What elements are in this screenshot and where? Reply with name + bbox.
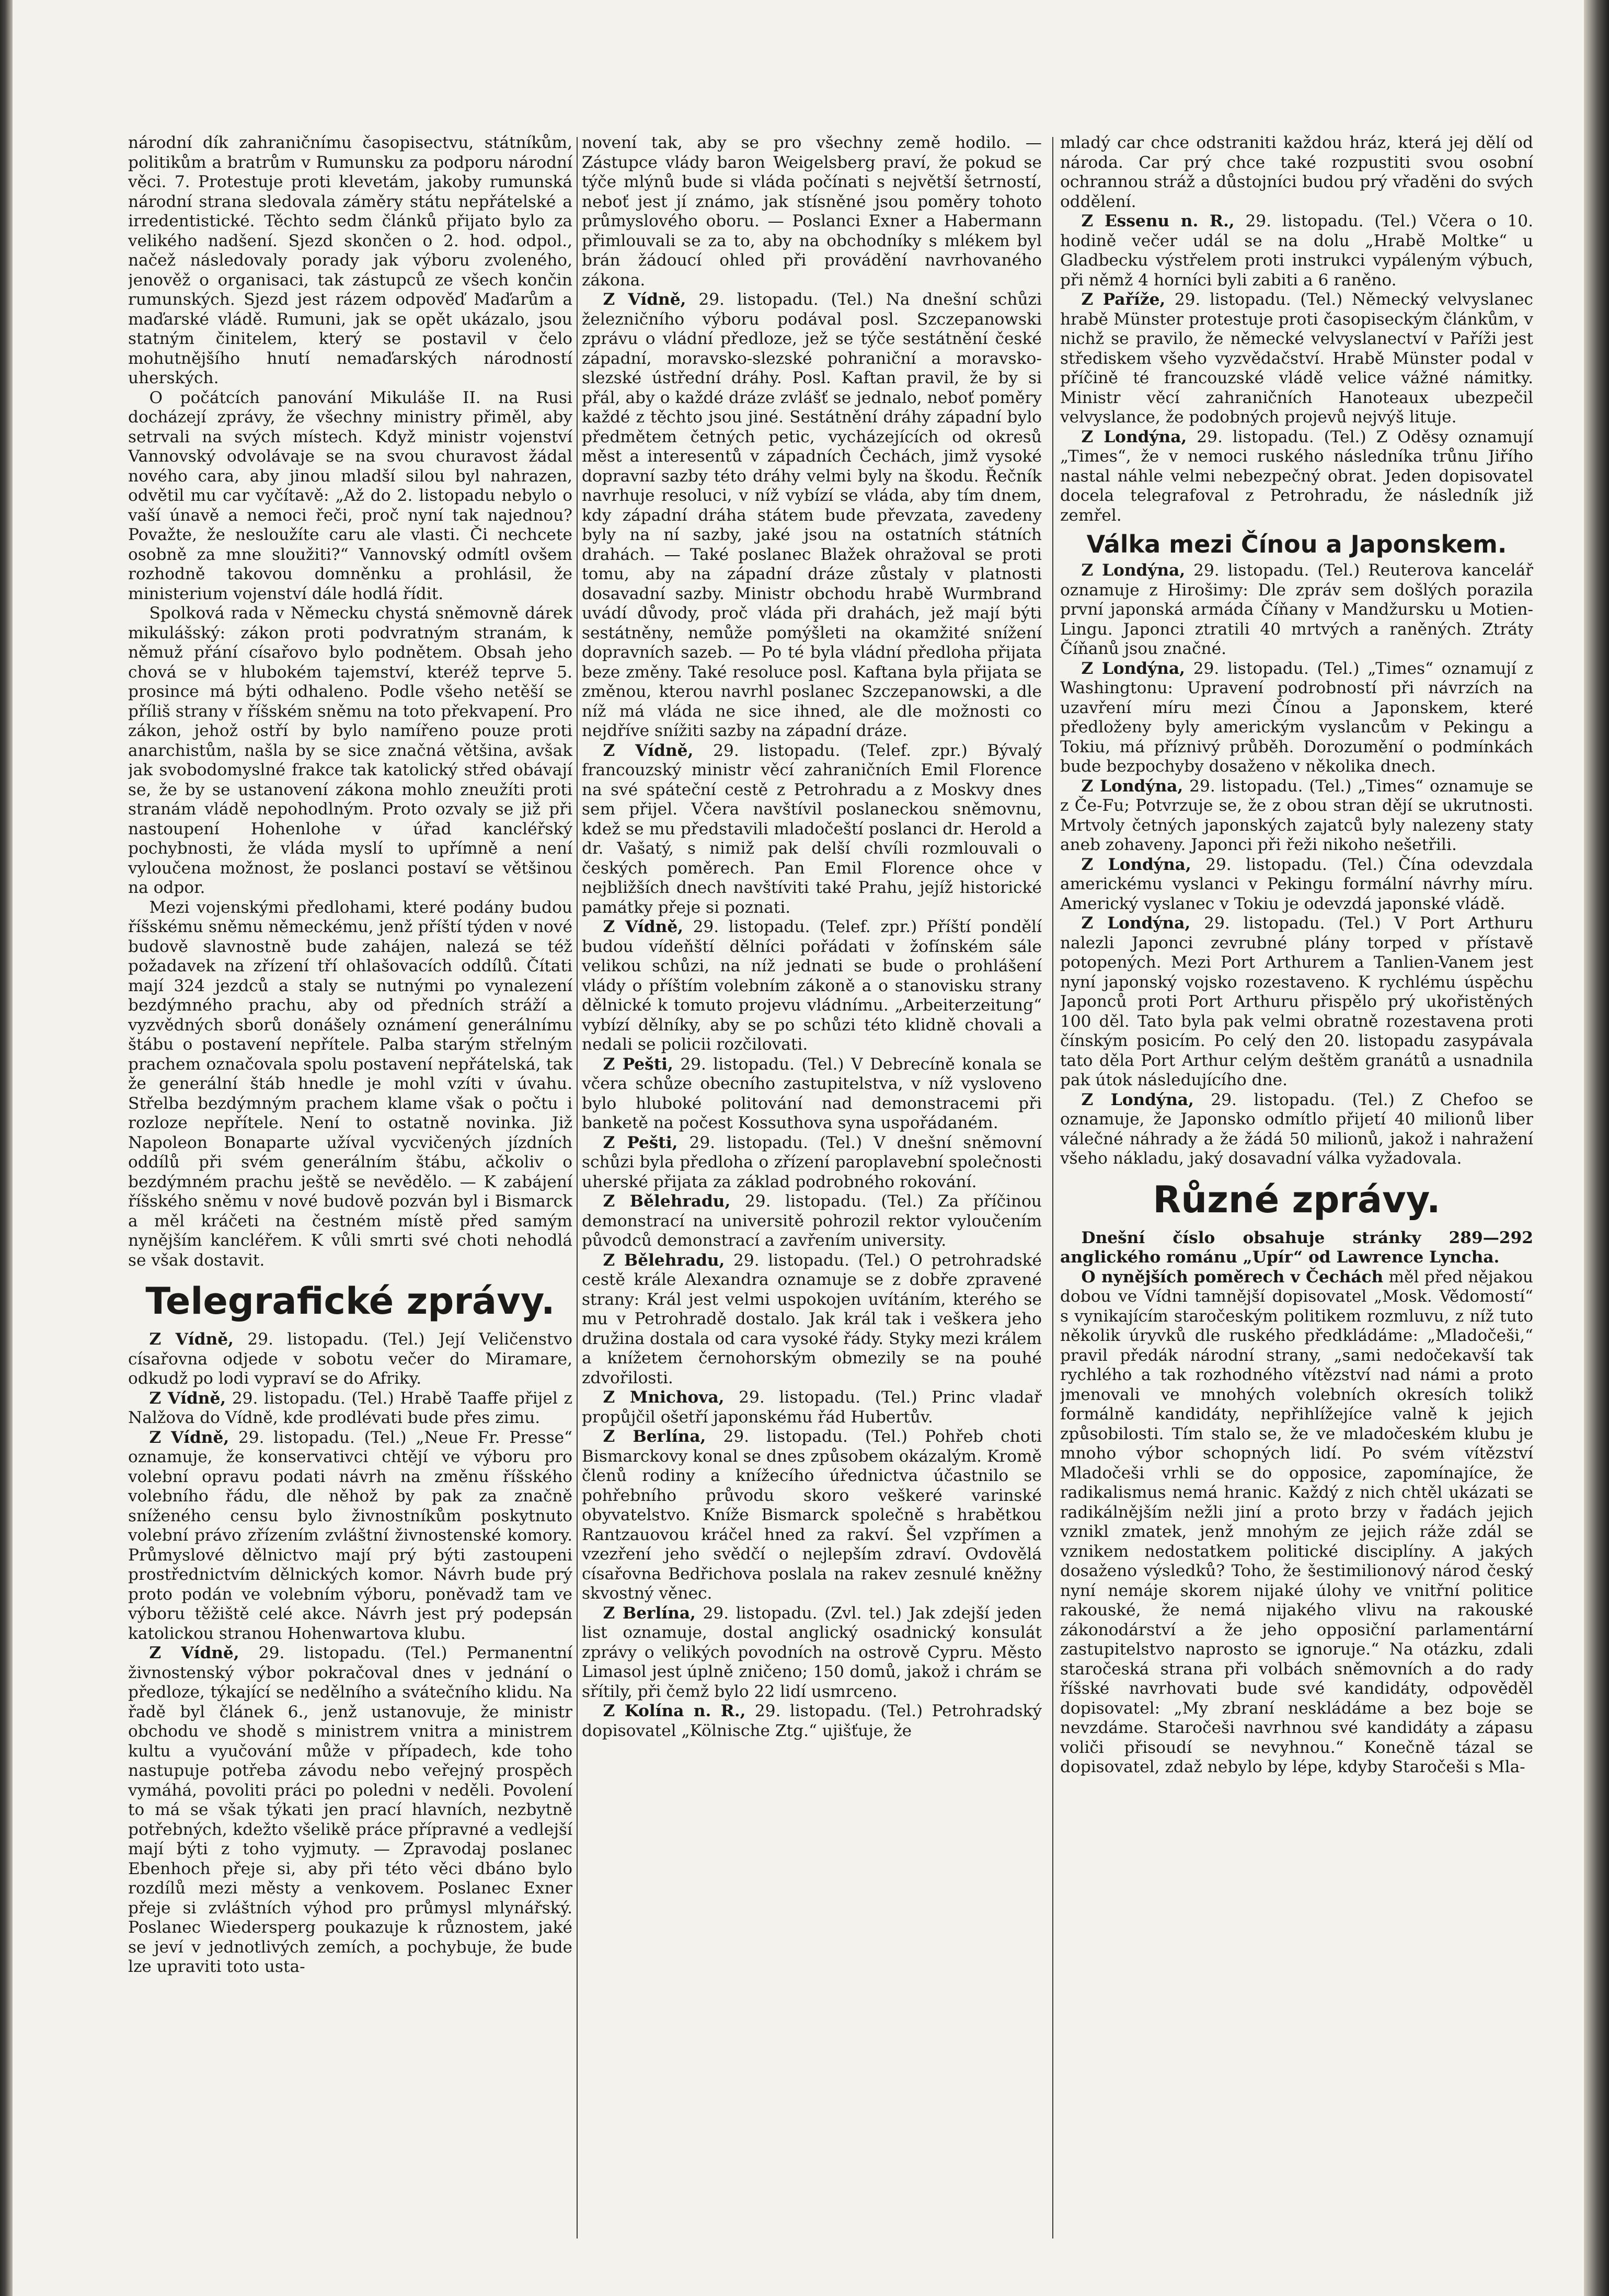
article-paragraph: Spolková rada v Německu chystá sněmovně dárek mikulášský: zákon proti podvratným stranám, k němuž přání císařovo bylo podnětem. Obsah jeho chová se v hlubokém tajemství, kteréž teprve 5. prosince má býti odhaleno. Podle všeho netěší se příliš strany v říšském sněmu na toto překvapení. Pro zákon, jehož ostří by bylo namířeno pouze proti anarchistům, našla by se sice značná většina, avšak jak svobodomyslné frakce tak katolický střed obávají se, že by se ustanovení zákona mohlo zneužíti proti stranám vládě nepohodlným. Proto ozvaly se již při nastoupení Hohenlohe v úřad kancléřský pochybnosti, že vláda myslí to upřímně a není vyloučena možnost, že poslanci postaví se většinou na odpor.: [128, 604, 572, 897]
telegram-text: 29. listopadu. (Tel.) „Times“ oznamují z Washingtonu: Upravení podrobností při návrzích na uzavření míru mezi Čínou a Japonskem, které předloženy byly americkým vyslancům v Pekingu a Tokiu, má příznivý průběh. Dorozumění o podmínkách bude bezpochyby dosaženo v několika dnech.: [1060, 659, 1533, 776]
dateline: Z Bělehradu,: [603, 1250, 725, 1270]
dateline: Z Bělehradu,: [603, 1192, 731, 1211]
telegram: [128, 1644, 572, 1977]
telegram: [582, 1427, 1042, 1604]
dateline: Z Vídně,: [149, 1644, 239, 1662]
telegram-text: 29. listopadu. (Tel.) Na dnešní schůzi železničního výboru podával posl. Szczepanowski zprávu o vládní předloze, jež se týče sestátnění české západní, moravsko-slezské pohraniční a moravsko-slezské ústřední dráhy. Posl. Kaftan pravil, že by si přál, aby o každé dráze zvlášť se jednalo, neboť poměry každé z těchto jsou jiné. Sestátnění dráhy západní bylo předmětem četných petic, vycházejících od okresů měst a interesentů v západních Čechách, jimž vysoké dopravní sazby této dráhy velmi byly na škodu. Řečník navrhuje resoluci, v níž vybízí se vláda, aby tím dnem, kdy západní dráha státem bude převzata, zavedeny byly na ní sazby, jaké jsou na ostatních státních drahách. — Také poslanec Blažek ohražoval se proti tomu, aby na západní dráze zůstaly v platnosti dosavadní sazby. Ministr obchodu hrabě Wurmbrand uvádí důvody, proč vláda při drahách, jež mají býti sestátněny, nemůže pomýšleti na okamžité snížení dopravních sazeb. — Po té byla vládní předloha přijata beze změny. Také resoluce posl. Kaftana byla přijata se změnou, kterou navrhl poslanec Szczepanowski, a dle níž má vláda ne sice ihned, ale dle možnosti co nejdříve snížiti sazby na západní dráze.: [582, 290, 1042, 740]
dateline: Z Vídně,: [603, 917, 684, 936]
telegram-text: 29. listopadu. (Zvl. tel.) Jak zdejší jeden list oznamuje, dostal anglický osadnický konsulát zprávy o velikých povodních na ostrově Cypru. Město Limasol jest úplně zničeno; 150 domů, jakož i chrám se sřítily, při čemž bylo 22 lidí usmrceno.: [582, 1603, 1042, 1701]
telegram-text: 29. listopadu. (Tel.) Čína odevzdala americkému vyslanci v Pekingu formální návrhy míru. Americký vyslanec v Tokiu je odevzdá japonské vládě.: [1060, 855, 1533, 913]
telegram-text: 29. listopadu. (Tel.) Za příčinou demonstrací na universitě pohrozil rektor vyloučením původců demonstrací a zavřením university.: [582, 1192, 1042, 1250]
scan-edge-left: [0, 0, 13, 2296]
telegram: [582, 1604, 1042, 1702]
telegram-text: 29. listopadu. (Tel.) Reuterova kancelář oznamuje z Hirošimy: Dle zpráv sem došlých porazila první japonská armáda Číňany v Mandžursku u Motien-Lingu. Japonci ztratili 40 mrtvých a raněných. Ztráty Číňanů jsou značné.: [1060, 561, 1533, 658]
dateline: Z Kolína n. R.,: [603, 1702, 746, 1720]
telegram-text: 29. listopadu. (Tel.) O petrohradské cestě krále Alexandra oznamuje se z dobře zpravené strany: Král jest velmi uspokojen uvítáním, kterého se mu v Petrohradě dostalo. Jak král tak i veškera jeho družina dostala od cara vysoké řády. Styky mezi králem a knížetem černohorským obmezily se na pouhé zdvořilosti.: [582, 1250, 1042, 1387]
telegram-text: 29. listopadu. (Tel.) „Times“ oznamuje se z Če-Fu; Potvrzuje se, že z obou stran dějí se ukrutnosti. Mrtvoly četných japonských zajatců byly nalezeny staty aneb zohaveny. Japonci při řeži nikoho nešetřili.: [1060, 776, 1533, 854]
telegram-text: 29. listopadu. (Telef. zpr.) Příští pondělí budou vídeňští dělníci pořádati v žofínském sále velikou schůzi, na níž jednati se bude o prohlášení vlády o příštím volebním zákoně a o stanovisku strany dělnické k tomuto projevu vládnímu. „Arbeiterzeitung“ vybízí dělníky, aby se po schůzi této klidně chovali a nedali se policii rozčilovati.: [582, 917, 1042, 1054]
telegram: [582, 1388, 1042, 1427]
telegram: [128, 1330, 572, 1389]
telegram: [1060, 659, 1533, 777]
column-rule: [577, 137, 578, 2238]
telegram: [582, 1055, 1042, 1133]
telegram-text: 29. listopadu. (Telef. zpr.) Bývalý francouzský ministr věcí zahraničních Emil Florence na své spáteční cestě z Petrohradu a z Moskvy dnes sem přijel. Včera navštívil poslaneckou sněmovnu, kdež se mu představili mladočeští poslanci dr. Herold a dr. Vašatý, s nimiž pak delší chvíli rozmlouvali o českých poměrech. Pan Emil Florence ohce v nejbližších dnech navštíviti také Prahu, jejíž historické památky přeje si poznati.: [582, 741, 1042, 917]
article: [1060, 1268, 1533, 1777]
article-paragraph: O počátcích panování Mikuláše II. na Rusi docházejí zprávy, že všechny ministry přiměl, aby setrvali na svých místech. Když ministr vojenství Vannovský odvolávaje se na svou churavost žádal nového cara, aby jinou mladší silou byl nahrazen, odvětil mu car vyčítavě: „Až do 2. listopadu nebylo o vaší únavě a nemoci řeči, proč nyní tak najednou? Považte, že nesloužíte caru ale vlasti. Či nechcete osobně za mne sloužiti?“ Vannovský odmítl ovšem rozhodně takovou domněnku a prohlásil, že ministerium vojenství dále hodlá řídit.: [128, 388, 572, 603]
article-paragraph: mladý car chce odstraniti každou hráz, která jej dělí od národa. Car prý chce také rozpustiti svou osobní ochrannou stráž a důstojníci budou prý vřaděni do svých oddělení.: [1060, 133, 1533, 211]
telegram: [1060, 777, 1533, 855]
dateline: Z Pešti,: [603, 1133, 678, 1152]
dateline: Z Londýna,: [1081, 659, 1186, 678]
dateline: Z Vídně,: [149, 1330, 234, 1349]
telegram-text: 29. listopadu. (Tel.) V Port Arthuru nalezli Japonci zevrubné plány torped v přístavě potopených. Mezi Port Arthurem a Tanlien-Vanem jest nyní japonský vojsko rozestaveno. K rychlému úspěchu Japonců proti Port Arthuru přispělo prý ukořistěných 100 děl. Tato byla pak velmi obratně rozestavena proti čínským posicím. Po celý den 20. listopadu zasypávala tato děla Port Arthur celým deštěm granátů a usnadnila pak útok následujícího dne.: [1060, 914, 1533, 1089]
telegram-text: 29. listopadu. (Tel.) Z Chefoo se oznamuje, že Japonsko odmítlo přijetí 40 milionů liber válečné náhrady a že žádá 50 milionů, jakož i nahražení všeho nákladu, jaký dosavadní válka vyžadovala.: [1060, 1090, 1533, 1168]
column-1: [128, 133, 572, 2244]
telegram: [1060, 855, 1533, 914]
telegram: [1060, 290, 1533, 428]
scan-edge-right: [1584, 0, 1609, 2296]
telegram: [1060, 428, 1533, 526]
dateline: Z Vídně,: [603, 290, 686, 309]
telegram-text: 29. listopadu. (Tel.) „Neue Fr. Presse“ oznamuje, že konservativci chtějí ve výboru pro volební opravu podati návrh na změnu říšského volebního řádu, dle něhož by pak za značně sníženého censu bylo živnostníkům poskytnuto volební právo zřízením zvláštní živnostenské komory. Průmyslové dělnictvo mají prý býti zastoupeni prostřednictvím dělnických komor. Návrh bude prý proto podán ve volebním výboru, poněvadž tam ve výboru těžiště celé akce. Návrh jest prý podepsán katolickou stranou Hohenwartova klubu.: [128, 1428, 572, 1643]
telegram: [582, 1192, 1042, 1251]
article-paragraph: Mezi vojenskými předlohami, které podány budou říšskému sněmu německému, jenž příští týden v nové budově slavnostně bude zahájen, nalezá se též požadavek na zřízení tří ohlašovacích oddílů. Čítati mají 324 jezdců a staly se nutnými po vynalezení bezdýmného prachu, aby od předních stráží a vyzvědných sborů donášely oznámení generálnímu štábu o postavení nepřítele. Palba starým střelným prachem označovala spolu postavení nepřátelská, tak že generální štáb hnedle je mohl vzíti v úvahu. Střelba bezdýmným prachem klame však o počtu i rozloze nepřítele. Není to ostatně novinka. Již Napoleon Bonaparte užíval vycvičených jízdních oddílů při svém generálním štábu, ačkoliv o bezdýmném prachu ještě se nevědělo. — K zabájení říšského sněmu v nové budově pozván byl i Bismarck a měl kráčeti na čestném místě před samým nynějším kancléřem. K vůli smrti své choti nehodlá se však dostavit.: [128, 898, 572, 1270]
telegram: [1060, 561, 1533, 659]
article-paragraph: národní dík zahraničnímu časopisectvu, státníkům, politikům a bratrům v Rumunsku za podporu národní věci. 7. Protestuje proti klevetám, jakoby rumunská národní strana sledovala záměry státu nepřátelské a irredentistické. Těchto sedm článků přijato bylo za velikého nadšení. Sjezd skončen o 2. hod. odpol., načež následovaly porady jak výboru zvoleného, jenověž o organisaci, tak zástupců ze všech končin rumunských. Sjezd jest rázem odpověď Maďarům a maďarské vládě. Rumuni, jak se opět ukázalo, jsou statným činitelem, který se postavil v čelo mohutnějšího hnutí nemaďarských národností uherských.: [128, 133, 572, 387]
dateline: Z Londýna,: [1081, 855, 1191, 874]
dateline: Z Vídně,: [149, 1428, 229, 1447]
article-paragraph: novení tak, aby se pro všechny země hodilo. — Zástupce vlády baron Weigelsberg praví, že pokud se týče mlýnů bude si vláda počínati s největší šetrností, neboť jest jí známo, jak stísněné jsou poměry tohoto průmyslového oboru. — Poslanci Exner a Habermann přimlouvali se za to, aby na obchodníky s mlékem byl brán žádoucí ohled při provádění navrhovaného zákona.: [582, 133, 1042, 290]
column-rule: [1052, 137, 1053, 2238]
section-heading: Válka mezi Čínou a Japonskem.: [1086, 530, 1507, 558]
telegram: [582, 1702, 1042, 1741]
column-2: [582, 133, 1042, 2244]
telegram: [1060, 914, 1533, 1090]
dateline: Z Pešti,: [603, 1054, 673, 1074]
telegram: [582, 1251, 1042, 1388]
telegram-text: 29. listopadu. (Tel.) Permanentní živnostenský výbor pokračoval dnes v jednání o předloze, týkající se nedělního a svátečního klidu. Na řadě byl článek 6., jenž ustanovuje, že ministr obchodu ve shodě s ministrem vnitra a ministrem kultu a vyučování může v případech, kde toho nastupuje potřeba závodu nebo veřejný prospěch vymáhá, povoliti práci po poledni v neděli. Povolení to má se však týkati jen prací hlavních, nezbytně potřebných, kdežto všelikě práce přípravné a vedlejší mají býti z toho vyjmuty. — Zpravodaj poslanec Ebenhoch přeje si, aby při této věci dbáno bylo rozdílů mezi městy a venkovem. Poslanec Exner přeje si zvláštních výhod pro průmysl mlynářský. Poslanec Wiedersperg poukazuje k různostem, jaké se jeví v jednotlivých zemích, a pochybuje, že bude lze upraviti toto usta-: [128, 1644, 572, 1976]
dateline: Z Vídně,: [149, 1388, 226, 1408]
section-heading: Různé zprávy.: [1153, 1178, 1441, 1221]
dateline: Z Berlína,: [603, 1427, 706, 1446]
dateline: Z Berlína,: [603, 1603, 696, 1623]
notice: Dnešní číslo obsahuje stránky 289—292 anglického románu „Upír“ od Lawrence Lyncha.: [1060, 1228, 1533, 1267]
dateline: Z Vídně,: [603, 741, 694, 760]
telegram-text: 29. listopadu. (Tel.) Hrabě Taaffe přijel z Nalžova do Vídně, kde prodlévati bude přes zimu.: [128, 1388, 572, 1427]
telegram: [582, 741, 1042, 918]
telegram: [1060, 1090, 1533, 1169]
telegram: [128, 1428, 572, 1644]
article-text: měl před nějakou dobou ve Vídni tamnější dopisovatel „Mosk. Vědomostí“ s vynikajícím staročeským politikem rozmluvu, z níž tuto několik úryvků dle ruského předkládáme: „Mladočeši,“ pravil předák národní strany, „sami nedočekavší tak rychlého a tak rozhodného vítězství nad námi a proto jmenovali ve mnohých volebních okresích tolikž formálně kandidáty, nepřihlížejíce valně k jejich způsobilosti. Tím stalo se, že ve mladočeském klubu je mnoho výbor schopných lidí. Po svém vítězství Mladočeši vrhli se do opposice, zapomínajíce, že radikalismus nemá hranic. Každý z nich chtěl ukázati se radikálnějším nežli jiní a proto brzy v řadách jejich vznikl zmatek, jenž mnohým ze jejich ráže zdál se vznikem nedostatkem politické disciplíny. A jakých dosaženo výsledků? Toho, že šestimilionový národ český nyní nemáje skorem nijaké úlohy ve vnitřní politice rakouské, že nemá nijakého vlivu na rakouské zákonodárství a že jeho opposiční parlamentární zastupitelstvo naprosto se ignoruje.“ Na otázku, zdali staročeská strana při volbách sněmovních a do rady říšské navrhovati bude své kandidáty, odpověděl dopisovatel: „My zbraní neskládáme a bez boje se nevzdáme. Staročeši navrhnou své kandidáty a zápasu voliči přisoudí se nevyhnou.“ Konečně tázal se dopisovatel, zdaž nebylo by lépe, kdyby Staročeši s Mla-: [1060, 1267, 1533, 1776]
telegram-text: 29. listopadu. (Tel.) Pohřeb choti Bismarckovy konal se dnes způsobem okázalým. Kromě členů rodiny a knížecího úřednictva účastnilo se pohřebního průvodu skoro veškeré varinské obyvatelstvo. Kníže Bismarck společně s hrabětkou Rantzauovou kráčel hned za rakví. Šel vzpřímen a vzezření jeho svědčí o nejlepším zdraví. Ovdovělá císařovna Bedřichova poslala na rakev zesnulé kněžny skvostný věnec.: [582, 1427, 1042, 1603]
telegram-text: 29. listopadu. (Tel.) Její Veličenstvo císařovna odjede v sobotu večer do Miramare, odkudž po lodi vypraví se do Afriky.: [128, 1330, 572, 1388]
column-3: [1060, 133, 1533, 2244]
telegram-text: 29. listopadu. (Tel.) Včera o 10. hodině večer udál se na dolu „Hrabě Moltke“ u Gladbecku výstřelem proti instrukci vypáleným výbuch, při němž 4 horníci byli zabiti a 6 raněno.: [1060, 212, 1533, 290]
section-heading: Telegrafické zprávy.: [145, 1280, 555, 1323]
dateline: Z Paříže,: [1081, 290, 1166, 309]
telegram: [1060, 212, 1533, 290]
telegram: [582, 917, 1042, 1055]
telegram: [128, 1389, 572, 1428]
dateline: Z Londýna,: [1081, 776, 1183, 796]
dateline: Z Londýna,: [1081, 1090, 1194, 1109]
article-title: O nynějších poměrech v Čechách: [1081, 1267, 1384, 1287]
telegram-text: 29. listopadu. (Tel.) Z Oděsy oznamují „Times“, že v nemoci ruského následníka trůnu Jiřího nastal náhle velmi nebezpečný obrat. Jeden dopisovatel docela telegrafoval z Petrohradu, že následník již zemřel.: [1060, 427, 1533, 525]
dateline: Z Londýna,: [1081, 914, 1191, 933]
dateline: Z Mnichova,: [603, 1388, 725, 1407]
telegram-text: 29. listopadu. (Tel.) Petrohradský dopisovatel „Kölnische Ztg.“ ujišťuje, že: [582, 1702, 1042, 1740]
telegram-text: 29. listopadu. (Tel.) V Debrecíně konala se včera schůze obecního zastupitelstva, v níž vysloveno bylo hluboké politování nad demonstracemi při banketě na počest Kossuthova syna uspořádaném.: [582, 1054, 1042, 1132]
dateline: Z Essenu n. R.,: [1081, 212, 1235, 231]
telegram: [582, 290, 1042, 741]
dateline: Z Londýna,: [1081, 561, 1186, 580]
telegram-text: 29. listopadu. (Tel.) Princ vladař propůjčil ošetří japonskému řád Hubertův.: [582, 1388, 1042, 1427]
telegram: [582, 1133, 1042, 1192]
telegram-text: 29. listopadu. (Tel.) Německý velvyslanec hrabě Münster protestuje proti časopiseckým článkům, v nichž se pravilo, že německé velvyslanectví v Paříži jest střediskem všeho vyzvědačství. Hrabě Münster podal v příčině té francouzské vládě velice vážné námitky. Ministr věcí zahraničních Hanoteaux ubezpečil velvyslance, že podobných projevů nejvýš lituje.: [1060, 290, 1533, 427]
dateline: Z Londýna,: [1081, 427, 1187, 446]
telegram-text: 29. listopadu. (Tel.) V dnešní sněmovní schůzi byla předloha o zřízení paroplavební společnosti uherské přijata za základ podrobného rokování.: [582, 1133, 1042, 1191]
